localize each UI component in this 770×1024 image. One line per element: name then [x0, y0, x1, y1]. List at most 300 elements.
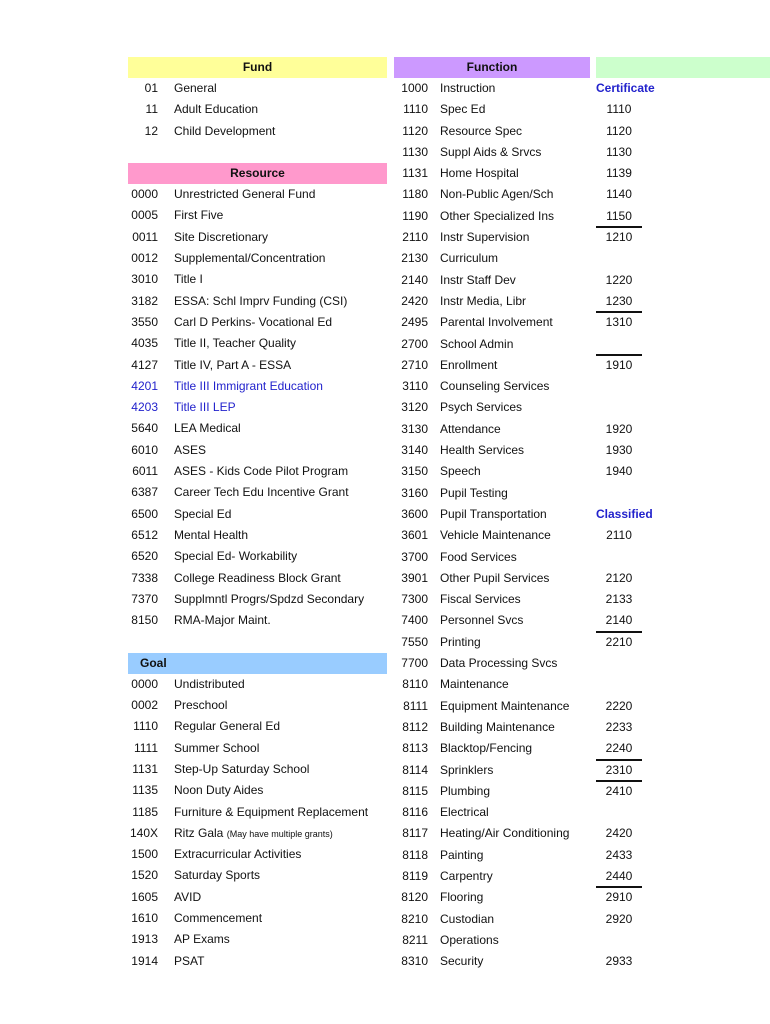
function-row-code: 3600 — [401, 506, 428, 521]
spacer — [128, 142, 387, 163]
object-row — [596, 823, 770, 844]
function-row-code: 3901 — [401, 570, 428, 585]
function-row-label-text: Carpentry — [440, 868, 493, 883]
function-row-code: 8118 — [402, 847, 428, 862]
goal-row — [128, 738, 387, 759]
function-row-label-text: Enrollment — [440, 357, 498, 372]
function-row-label — [440, 121, 522, 142]
function-row — [394, 163, 590, 184]
goal-row-code: 0000 — [131, 676, 158, 691]
resource-row-code: 0012 — [131, 251, 158, 266]
function-row-label-text: Blacktop/Fencing — [440, 741, 533, 756]
function-row — [394, 610, 590, 631]
resource-row — [128, 397, 387, 418]
goal-row-label — [174, 695, 227, 716]
function-row — [394, 951, 590, 972]
function-row-label-text: Instr Staff Dev — [440, 272, 516, 287]
function-row-label-text: Curriculum — [440, 251, 499, 266]
function-row-label-text: Plumbing — [440, 783, 491, 798]
goal-row-label — [174, 908, 262, 929]
resource-row-label-text: College Readiness Block Grant — [174, 570, 341, 585]
function-row-label-text: Maintenance — [440, 677, 509, 692]
function-row-label-text: Other Specialized Ins — [440, 208, 555, 223]
object-row — [596, 121, 770, 142]
resource-row-label — [174, 568, 341, 589]
object-row — [596, 696, 770, 717]
function-row-label — [440, 696, 569, 717]
function-row-label-text: Counseling Services — [440, 379, 550, 394]
function-row-code: 7300 — [401, 592, 428, 607]
goal-row — [128, 887, 387, 908]
function-row — [394, 376, 590, 397]
resource-row — [128, 482, 387, 503]
goal-row — [128, 929, 387, 950]
resource-row-code: 0011 — [132, 229, 158, 244]
object-row — [596, 419, 770, 440]
object-header — [596, 57, 770, 78]
resource-row — [128, 418, 387, 439]
object-code: 2220 — [605, 698, 633, 713]
goal-row-label — [174, 716, 280, 737]
function-row — [394, 227, 590, 248]
resource-row-label — [174, 610, 271, 631]
object-code: 2140 — [596, 610, 642, 631]
object-row — [596, 568, 770, 589]
function-row-code: 8310 — [401, 954, 428, 969]
object-code: 1130 — [606, 144, 632, 159]
function-row-label — [440, 184, 553, 205]
function-row-label — [440, 738, 532, 759]
object-code: 1220 — [605, 272, 633, 287]
function-row-label-text: Security — [440, 954, 484, 969]
function-row-label — [440, 547, 517, 568]
resource-row-label — [174, 248, 325, 269]
function-row-label — [440, 866, 493, 887]
object-row — [596, 248, 770, 269]
function-row-label-text: Food Services — [440, 549, 517, 564]
resource-row-label — [174, 589, 364, 610]
function-row-label — [440, 206, 554, 227]
resource-row-label-text: Title II, Teacher Quality — [174, 336, 297, 351]
resource-row — [128, 248, 387, 269]
function-row-label-text: Parental Involvement — [440, 315, 553, 330]
fund-row-label-text: General — [174, 81, 217, 95]
function-row — [394, 653, 590, 674]
goal-row — [128, 823, 387, 844]
resource-row-label-text: Special Ed- Workability — [174, 549, 298, 564]
resource-row-label-text: First Five — [174, 208, 224, 223]
object-code: 2120 — [605, 570, 633, 585]
fund-row — [128, 78, 387, 99]
resource-row-code: 0005 — [131, 208, 158, 223]
resource-row-label-text: Special Ed — [174, 506, 232, 521]
function-row-code: 2420 — [401, 293, 428, 308]
object-code — [596, 334, 642, 355]
object-code: 1140 — [606, 187, 632, 202]
function-row — [394, 99, 590, 120]
function-row-label — [440, 674, 509, 695]
goal-row-label — [174, 738, 259, 759]
goal-list — [128, 674, 387, 972]
function-row-label-text: Attendance — [440, 421, 501, 436]
fund-row-code: 11 — [145, 102, 158, 117]
function-row — [394, 866, 590, 887]
function-row-label-text: Resource Spec — [440, 123, 523, 138]
function-row-code: 8110 — [402, 677, 428, 692]
resource-row-label-text: Title III Immigrant Education — [174, 378, 323, 393]
function-row-code: 2140 — [401, 272, 428, 287]
function-row-label-text: Instruction — [440, 81, 496, 95]
function-row-label — [440, 334, 513, 355]
goal-header: Goal — [128, 653, 387, 674]
function-row — [394, 760, 590, 781]
resource-row-label-text: Title IV, Part A - ESSA — [174, 357, 292, 372]
function-row-code: 1130 — [402, 144, 428, 159]
object-row — [596, 845, 770, 866]
goal-row-code: 140X — [129, 825, 158, 840]
fund-row — [128, 121, 387, 142]
function-row-label-text: Other Pupil Services — [440, 570, 550, 585]
goal-row-label-text: Noon Duty Aides — [174, 783, 264, 798]
function-row-code: 3700 — [401, 549, 428, 564]
function-row — [394, 568, 590, 589]
function-row-label-text: Data Processing Svcs — [440, 656, 558, 671]
object-row — [596, 483, 770, 504]
function-row-code: 2495 — [401, 315, 428, 330]
function-row — [394, 78, 590, 99]
goal-row-label-text: Commencement — [174, 910, 263, 925]
function-row-code: 7550 — [401, 634, 428, 649]
goal-row-code: 0002 — [131, 698, 158, 713]
object-row — [596, 376, 770, 397]
function-row — [394, 525, 590, 546]
goal-row — [128, 716, 387, 737]
resource-row-label — [174, 546, 297, 567]
goal-row-label-text: Regular General Ed — [174, 719, 281, 734]
function-row-label-text: Sprinklers — [440, 762, 494, 777]
function-row-code: 2130 — [401, 251, 428, 266]
function-row-label-text: Suppl Aids & Srvcs — [440, 144, 542, 159]
function-row — [394, 206, 590, 227]
object-code: 1120 — [606, 123, 632, 138]
resource-row — [128, 568, 387, 589]
function-row-label-text: Home Hospital — [440, 166, 519, 181]
resource-row-label — [174, 461, 348, 482]
object-row — [596, 227, 770, 248]
object-row — [596, 760, 770, 781]
function-row-code: 3110 — [402, 379, 428, 394]
goal-row-code: 1520 — [131, 868, 158, 883]
function-row-label-text: Spec Ed — [440, 102, 486, 117]
object-row — [596, 78, 770, 99]
resource-row-code: 6500 — [131, 506, 158, 521]
goal-row-code: 1605 — [131, 889, 158, 904]
function-row — [394, 483, 590, 504]
function-row-code: 2110 — [402, 230, 428, 245]
resource-row-code: 6520 — [131, 549, 158, 564]
function-row-code: 1120 — [402, 123, 428, 138]
function-row-label — [440, 653, 557, 674]
resource-row-label-text: Supplemental/Concentration — [174, 251, 326, 266]
function-row-label-text: Non-Public Agen/Sch — [440, 187, 554, 202]
object-row — [596, 930, 770, 951]
function-row-label-text: Vehicle Maintenance — [440, 528, 551, 543]
resource-row-code: 7370 — [131, 591, 158, 606]
resource-row-label — [174, 269, 203, 290]
function-row — [394, 334, 590, 355]
goal-row-label — [174, 759, 309, 780]
function-row-label-text: Pupil Testing — [440, 485, 508, 500]
resource-row — [128, 610, 387, 631]
object-code: 2233 — [605, 719, 633, 734]
goal-row-code: 1185 — [132, 804, 158, 819]
object-code: 2920 — [605, 911, 633, 926]
goal-row — [128, 865, 387, 886]
function-row-label — [440, 227, 529, 248]
object-code: 1910 — [605, 357, 633, 372]
function-row-code: 1000 — [401, 81, 428, 95]
function-row-code: 7700 — [401, 656, 428, 671]
resource-row-label — [174, 291, 347, 312]
goal-row-code: 1110 — [133, 719, 158, 734]
resource-row — [128, 504, 387, 525]
object-code: 2420 — [605, 826, 633, 841]
function-row-code: 3160 — [401, 485, 428, 500]
function-row-label-text: Building Maintenance — [440, 719, 555, 734]
fund-row-code: 01 — [144, 81, 158, 95]
resource-row-code: 7338 — [131, 570, 158, 585]
function-row — [394, 909, 590, 930]
object-code: 2133 — [605, 592, 633, 607]
function-row-label — [440, 376, 549, 397]
resource-row-label-text: Title III LEP — [174, 400, 236, 415]
goal-row — [128, 674, 387, 695]
function-row-label — [440, 568, 549, 589]
resource-row-code: 4201 — [131, 378, 158, 393]
resource-row — [128, 269, 387, 290]
resource-row-label — [174, 205, 223, 226]
resource-row — [128, 525, 387, 546]
function-row-label — [440, 717, 555, 738]
resource-row-code: 0000 — [131, 187, 158, 202]
resource-row-code: 4127 — [131, 357, 158, 372]
object-code: 1920 — [605, 421, 633, 436]
goal-row-code: 1914 — [131, 953, 158, 968]
object-group-heading: Certificate — [596, 81, 655, 95]
object-row — [596, 355, 770, 376]
object-row — [596, 674, 770, 695]
object-row — [596, 397, 770, 418]
function-row-label — [440, 781, 490, 802]
object-row — [596, 866, 770, 887]
object-row — [596, 951, 770, 972]
function-row-label-text: School Admin — [440, 336, 514, 351]
resource-row — [128, 376, 387, 397]
object-row — [596, 163, 770, 184]
function-row-label — [440, 163, 519, 184]
function-row-label — [440, 483, 508, 504]
resource-row-code: 4203 — [131, 400, 158, 415]
object-code: 2110 — [606, 528, 632, 543]
object-row — [596, 142, 770, 163]
object-code: 1230 — [596, 291, 642, 312]
function-row-label — [440, 440, 524, 461]
function-row-code: 8119 — [402, 868, 428, 883]
function-row-label — [440, 909, 494, 930]
object-row — [596, 738, 770, 759]
resource-row-code: 6010 — [131, 442, 158, 457]
function-header: Function — [394, 57, 590, 78]
function-row — [394, 717, 590, 738]
function-row — [394, 547, 590, 568]
object-row — [596, 461, 770, 482]
resource-row-label — [174, 525, 248, 546]
function-row-label-text: Pupil Transportation — [440, 506, 547, 521]
goal-row-label-text: Summer School — [174, 740, 260, 755]
function-row-label-text: Flooring — [440, 890, 484, 905]
object-code: 2440 — [596, 866, 642, 887]
fund-row-label — [174, 99, 258, 120]
function-row-label — [440, 78, 495, 99]
function-row-label-text: Electrical — [440, 805, 489, 820]
function-row — [394, 738, 590, 759]
object-row — [596, 270, 770, 291]
goal-row — [128, 695, 387, 716]
object-row — [596, 206, 770, 227]
function-row-label-text: Printing — [440, 634, 481, 649]
resource-row — [128, 355, 387, 376]
function-row — [394, 291, 590, 312]
resource-row-code: 6512 — [131, 527, 158, 542]
resource-row-label-text: Carl D Perkins- Vocational Ed — [174, 314, 333, 329]
function-row — [394, 355, 590, 376]
function-row-code: 8211 — [402, 932, 428, 947]
goal-row-label — [174, 887, 201, 908]
function-list — [394, 78, 590, 972]
goal-row — [128, 780, 387, 801]
goal-row-label-text: PSAT — [174, 953, 205, 968]
goal-row-note: (May have multiple grants) — [226, 828, 333, 839]
function-row-code: 3140 — [401, 443, 428, 458]
object-code: 1930 — [605, 443, 633, 458]
resource-row-label — [174, 355, 291, 376]
function-row-label-text: Operations — [440, 932, 499, 947]
function-row-label-text: Custodian — [440, 911, 495, 926]
resource-row — [128, 227, 387, 248]
fund-header: Fund — [128, 57, 387, 78]
object-row — [596, 632, 770, 653]
function-row-label — [440, 632, 481, 653]
function-row-label — [440, 99, 485, 120]
function-row — [394, 121, 590, 142]
resource-row — [128, 546, 387, 567]
function-row — [394, 142, 590, 163]
goal-row — [128, 759, 387, 780]
resource-row-label-text: Career Tech Edu Incentive Grant — [174, 485, 349, 500]
resource-row — [128, 291, 387, 312]
function-row — [394, 504, 590, 525]
function-row — [394, 696, 590, 717]
resource-row-label — [174, 504, 231, 525]
goal-row-code: 1913 — [131, 932, 158, 947]
function-row-label-text: Instr Supervision — [440, 230, 530, 245]
object-row — [596, 525, 770, 546]
function-row-code: 8120 — [401, 890, 428, 905]
function-row-code: 8117 — [402, 826, 428, 841]
object-row — [596, 781, 770, 802]
object-column — [596, 57, 770, 972]
spacer — [128, 631, 387, 652]
object-group-heading: Classified — [596, 506, 653, 521]
function-row — [394, 781, 590, 802]
function-row-label — [440, 142, 541, 163]
function-row-label-text: Instr Media, Libr — [440, 293, 527, 308]
object-row — [596, 504, 770, 525]
function-row-label — [440, 610, 523, 631]
goal-row-label — [174, 929, 230, 950]
function-row-label — [440, 291, 526, 312]
function-row-label — [440, 504, 547, 525]
function-row-code: 1190 — [402, 208, 428, 223]
fund-row-label-text: Adult Education — [174, 102, 259, 117]
resource-row-label-text: RMA-Major Maint. — [174, 613, 271, 628]
resource-row-label — [174, 227, 268, 248]
resource-row-label-text: Mental Health — [174, 527, 249, 542]
resource-row-label-text: Unrestricted General Fund — [174, 187, 316, 202]
object-row — [596, 717, 770, 738]
fund-row-code: 12 — [144, 123, 158, 138]
object-row — [596, 440, 770, 461]
object-code: 2933 — [605, 954, 633, 969]
function-row — [394, 589, 590, 610]
object-row — [596, 99, 770, 120]
function-row-label-text: Fiscal Services — [440, 592, 521, 607]
resource-row-code: 3550 — [131, 314, 158, 329]
object-code: 2240 — [596, 738, 642, 759]
object-code: 1310 — [605, 315, 633, 330]
function-row — [394, 419, 590, 440]
object-row — [596, 909, 770, 930]
function-row — [394, 397, 590, 418]
resource-row-label — [174, 333, 296, 354]
function-row — [394, 632, 590, 653]
function-row-label — [440, 270, 516, 291]
resource-row — [128, 461, 387, 482]
fund-row-label — [174, 78, 217, 99]
resource-row-label — [174, 184, 315, 205]
object-code: 2433 — [605, 847, 633, 862]
function-row-code: 8115 — [402, 783, 428, 798]
function-row — [394, 887, 590, 908]
resource-list — [128, 184, 387, 631]
function-row — [394, 270, 590, 291]
function-row-code: 3150 — [401, 464, 428, 479]
function-row — [394, 823, 590, 844]
goal-row — [128, 844, 387, 865]
resource-row-code: 3182 — [131, 293, 158, 308]
function-row-label — [440, 760, 493, 781]
function-row-code: 8111 — [403, 698, 428, 713]
resource-row-label-text: Supplmntl Progrs/Spdzd Secondary — [174, 591, 365, 606]
goal-row-code: 1500 — [131, 847, 158, 862]
goal-row-label — [174, 844, 301, 865]
object-row — [596, 312, 770, 333]
fund-row — [128, 99, 387, 120]
function-row-label — [440, 461, 481, 482]
object-code: 1940 — [605, 464, 633, 479]
goal-row-label — [174, 865, 260, 886]
function-row — [394, 802, 590, 823]
